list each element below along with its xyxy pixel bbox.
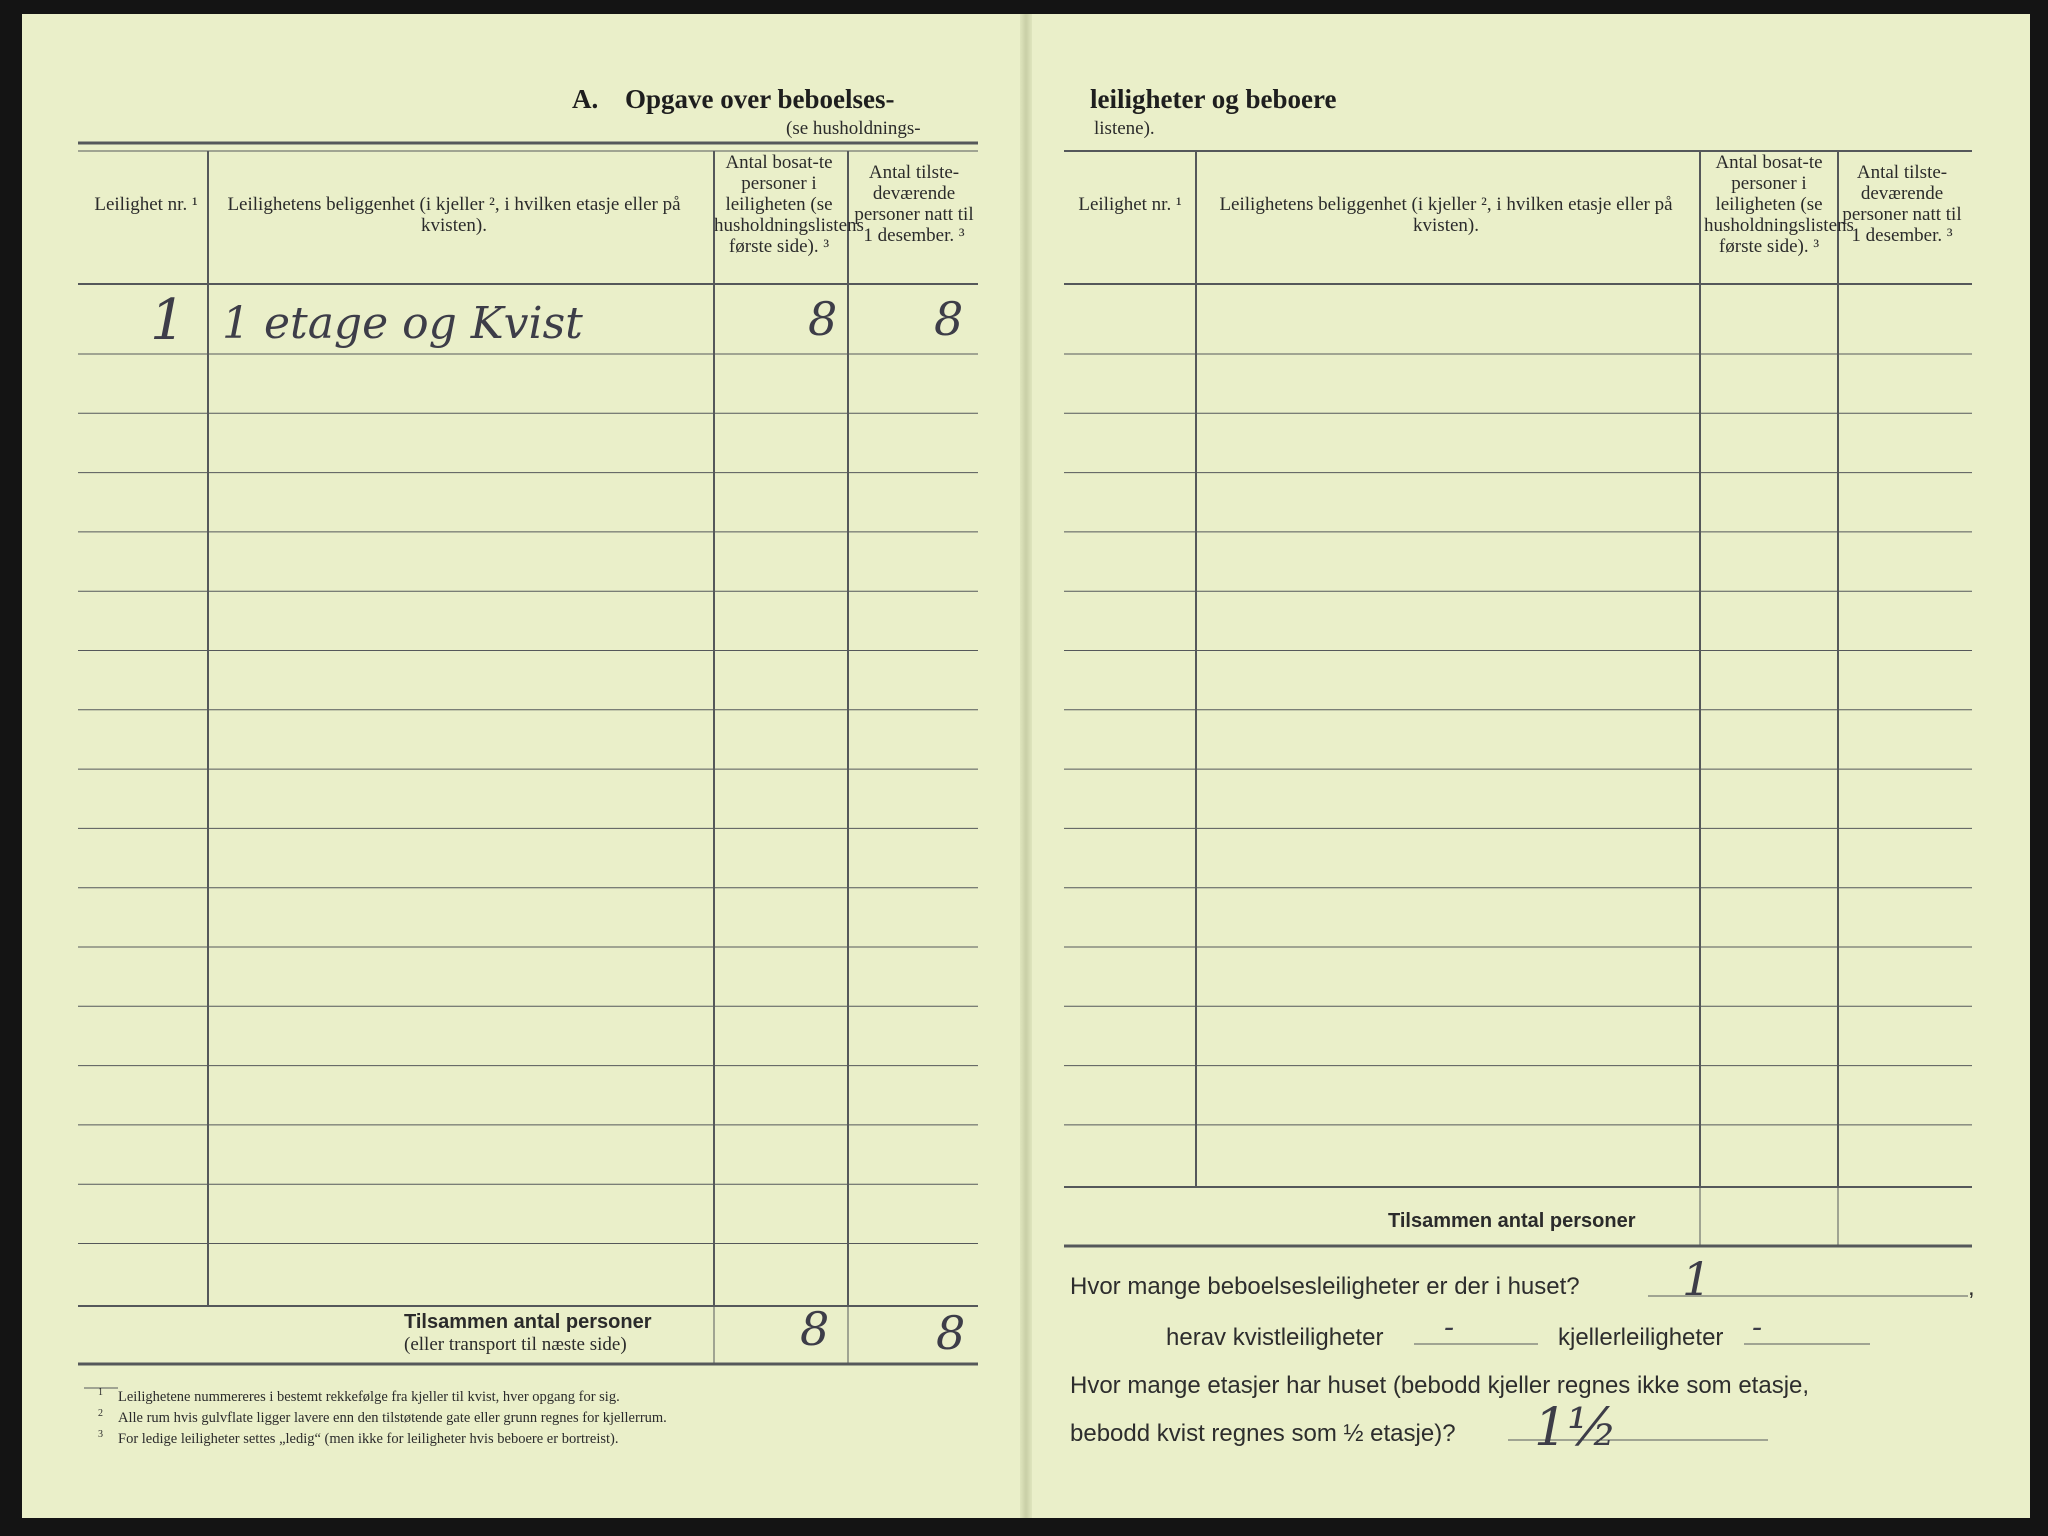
answer-etasjer: 1½	[1534, 1398, 1618, 1458]
question-kvist: herav kvistleiligheter	[1166, 1324, 1384, 1351]
question-etasjer: Hvor mange etasjer har huset (bebodd kjeller regnes ikke som etasje,	[1070, 1372, 1810, 1399]
header-beliggenhet: Leilighetens beliggenhet (i kjeller ², i hvilken etasje eller på kvisten).	[227, 194, 681, 236]
footnote-mark-1: 1	[98, 1387, 103, 1398]
answer-kjeller: -	[1752, 1310, 1763, 1345]
row1-bosatte: 8	[808, 292, 838, 346]
right-header-beliggenhet: Leilighetens beliggenhet (i kjeller ², i hvilken etasje eller på kvisten).	[1219, 194, 1673, 236]
total-tilstede: 8	[936, 1306, 966, 1360]
question-kjeller: kjellerleiligheter	[1558, 1324, 1724, 1351]
header-tilstede: Antal tilste-deværende personer natt til 1 desember. ³	[854, 162, 974, 246]
right-header-bosatte: Antal bosat-te personer i leiligheten (se husholdningslistens første side). ³	[1704, 152, 1854, 257]
row1-tilstede: 8	[934, 292, 964, 346]
left-title: Opgave over beboelses-	[625, 84, 895, 114]
question-end-comma: ,	[1968, 1274, 1975, 1301]
total-bosatte: 8	[800, 1302, 830, 1356]
header-leilighet: Leilighet nr. ¹	[94, 194, 198, 215]
right-header-leilighet: Leilighet nr. ¹	[1078, 194, 1182, 215]
footnote-mark-2: 2	[98, 1408, 103, 1419]
footnote-mark-3: 3	[98, 1429, 103, 1440]
left-total-sub: (eller transport til næste side)	[404, 1334, 627, 1355]
right-total-label: Tilsammen antal personer	[1388, 1210, 1636, 1232]
left-total-label: Tilsammen antal personer	[404, 1311, 652, 1333]
left-subtitle: (se husholdnings-	[786, 118, 921, 139]
footnote-1: Leilighetene nummereres i bestemt rekkefølge fra kjeller til kvist, hver opgang for sig.	[118, 1389, 620, 1405]
footnote-3: For ledige leiligheter settes „ledig“ (men ikke for leiligheter hvis beboere er bortreist).	[118, 1431, 619, 1447]
question-kvist-etasje: bebodd kvist regnes som ½ etasje)?	[1070, 1420, 1456, 1447]
header-bosatte: Antal bosat-te personer i leiligheten (se husholdningslistens første side). ³	[714, 152, 864, 257]
footnote-2: Alle rum hvis gulvflate ligger lavere enn den tilstøtende gate eller grunn regnes for kjellerrum.	[118, 1410, 667, 1426]
title-prefix: A.	[572, 84, 599, 114]
row1-nr: 1	[150, 288, 186, 353]
right-subtitle: listene).	[1094, 118, 1155, 139]
question-leiligheter: Hvor mange beboelsesleiligheter er der i huset?	[1070, 1273, 1580, 1300]
row1-beliggenhet: 1 etage og Kvist	[222, 298, 583, 349]
right-header-tilstede: Antal tilste-deværende personer natt til 1 desember. ³	[1842, 162, 1962, 246]
answer-leiligheter: 1	[1682, 1252, 1712, 1306]
right-title: leiligheter og beboere	[1090, 84, 1337, 114]
answer-kvist: -	[1444, 1310, 1455, 1345]
